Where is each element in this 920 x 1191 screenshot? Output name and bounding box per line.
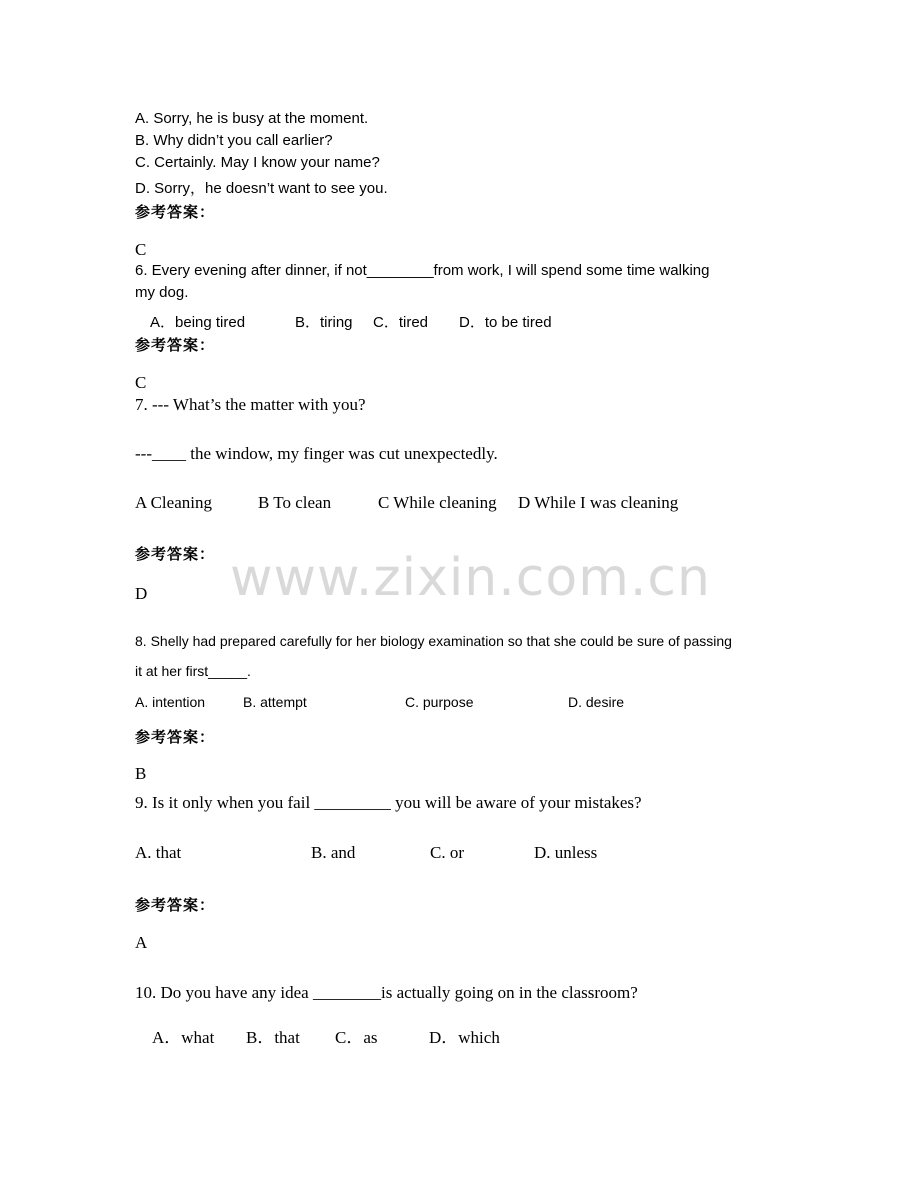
q8-answer: B [135, 764, 147, 783]
q6-option-b: B．tiring [295, 314, 353, 331]
q10-option-a: A．what [152, 1028, 215, 1047]
q9-option-c: C. or [430, 843, 464, 862]
q5-option-c: C. Certainly. May I know your name? [135, 154, 380, 171]
watermark-text: www.zixin.com.cn [230, 548, 711, 608]
q8-option-d: D. desire [568, 694, 625, 710]
q10-stem: 10. Do you have any idea ________is actually going on in the classroom? [135, 983, 638, 1002]
q7-option-d: D While I was cleaning [518, 493, 679, 512]
q7-option-b: B To clean [258, 493, 332, 512]
q9-option-d: D. unless [534, 843, 598, 862]
q5-answer-label: 参考答案： [135, 203, 216, 221]
q9-option-a: A. that [135, 843, 182, 862]
q9-answer: A [135, 933, 148, 952]
q6-stem-line1: 6. Every evening after dinner, if not________from work, I will spend some time walking [135, 262, 710, 279]
q5-option-b: B. Why didn’t you call earlier? [135, 132, 333, 149]
q8-stem-line1: 8. Shelly had prepared carefully for her biology examination so that she could be sure of passing [135, 633, 732, 649]
q9-option-b: B. and [311, 843, 356, 862]
q10-option-d: D．which [429, 1028, 500, 1047]
q9-stem: 9. Is it only when you fail _________ you will be aware of your mistakes? [135, 793, 642, 812]
q7-option-a: A Cleaning [135, 493, 212, 512]
q6-option-d: D．to be tired [459, 314, 552, 331]
q8-answer-label: 参考答案： [135, 728, 216, 746]
q7-stem: 7. --- What’s the matter with you? [135, 395, 366, 414]
q5-option-d: D. Sorry，he doesn’t want to see you. [135, 180, 388, 197]
q8-option-c: C. purpose [405, 694, 474, 710]
q6-option-a: A．being tired [150, 314, 246, 331]
q7-stem-line2: ---____ the window, my finger was cut unexpectedly. [135, 444, 498, 463]
q8-option-a: A. intention [135, 694, 206, 710]
q5-option-a: A. Sorry, he is busy at the moment. [135, 110, 369, 127]
q10-option-c: C．as [335, 1028, 378, 1047]
q8-stem-line2: it at her first_____. [135, 663, 251, 679]
q8-option-b: B. attempt [243, 694, 307, 710]
q9-answer-label: 参考答案： [135, 896, 216, 914]
q6-stem-line2: my dog. [135, 284, 189, 301]
q5-answer: C [135, 240, 147, 259]
q7-answer: D [135, 584, 148, 603]
q6-option-c: C．tired [373, 314, 429, 331]
q6-answer-label: 参考答案： [135, 336, 216, 354]
q10-option-b: B．that [246, 1028, 300, 1047]
q7-answer-label: 参考答案： [135, 545, 216, 563]
q6-answer: C [135, 373, 147, 392]
q7-option-c: C While cleaning [378, 493, 497, 512]
